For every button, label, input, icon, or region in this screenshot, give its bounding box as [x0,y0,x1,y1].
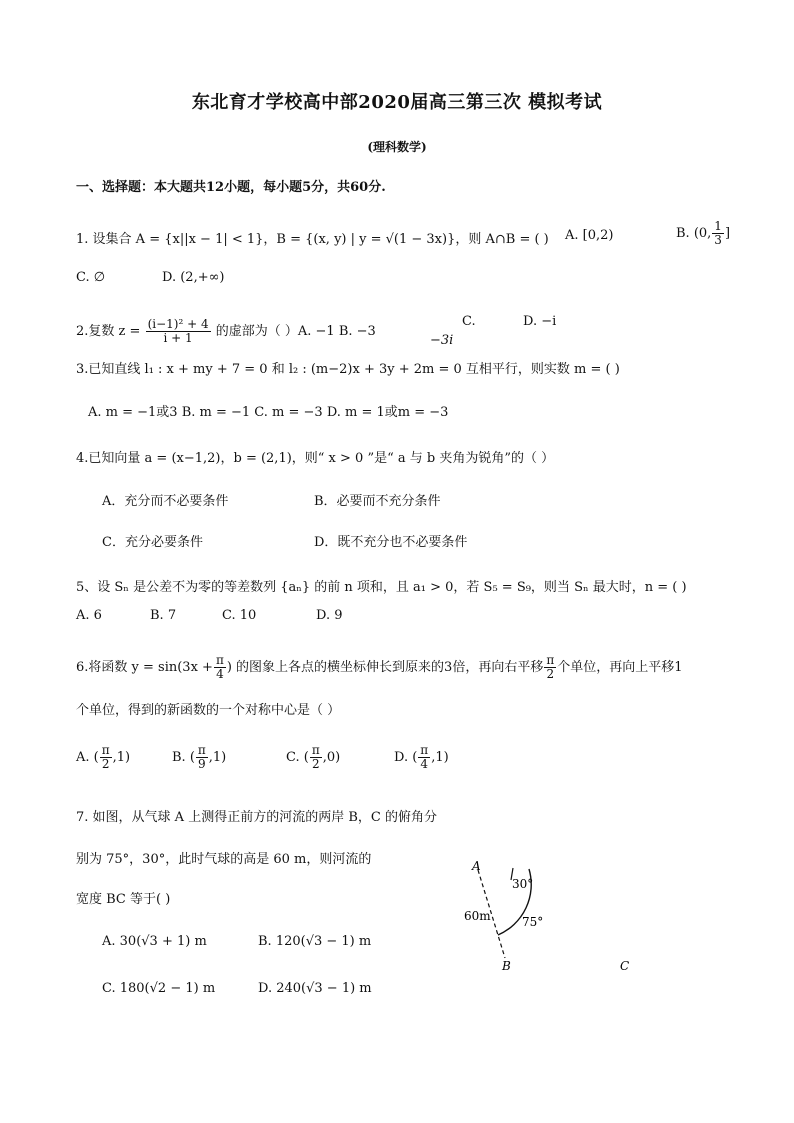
q2-option-d: D. −i [523,314,557,329]
q7-stem-line3: 宽度 BC 等于( ) [76,892,171,907]
q7-figure [450,850,650,980]
figure-label-a: A [472,859,481,873]
figure-label-c: C [620,959,630,973]
q5-option-a: A. 6 [76,608,102,623]
q5-stem: 5、设 Sₙ 是公差不为零的等差数列 {aₙ} 的前 n 项和，且 a₁ > 0，若 S₅ = S₉，则当 Sₙ 最大时，n = ( ) [76,580,687,595]
q6-option-c: C. ( $\frac{\pi}{2}$ ,0) [286,743,341,771]
q5-option-d: D. 9 [316,608,343,623]
q2-stem: 2.复数 z = $\frac{\text{(i−1)² + 4}}{i + 1}$ 的虚部为（ ）A. −1 B. −3 [76,317,376,345]
q7-stem-line2: 别为 75°，30°，此时气球的高是 60 m，则河流的 [76,852,372,867]
q1-stem: 1. 设集合 A = {x||x − 1| < 1}，B = {(x, y) | y = √(1 − 3x)}，则 A∩B = ( ) [76,232,549,247]
q6-option-b: B. ( $\frac{\pi}{9}$ ,1) [172,743,227,771]
section-heading: 一、选择题：本大题共12小题，每小题5分，共60分. [76,180,386,195]
q4-option-a: A．充分而不必要条件 [102,494,229,509]
q6-option-a: A. ( $\frac{\pi}{2}$ ,1) [76,743,131,771]
q7-option-c: C. 180(√2 − 1) m [102,981,216,996]
q5-option-b: B. 7 [150,608,177,623]
q2-option-c: C. [462,314,476,329]
q4-option-b: B．必要而不充分条件 [314,494,441,509]
q1-option-d: D. (2,+∞) [162,270,225,285]
page-title: 东北育才学校高中部2020届高三第三次 模拟考试 [191,92,603,113]
q6-stem-line1: 6.将函数 y = sin(3x + $\frac{\pi}{4}$ ) 的图象上各点的横坐标伸长到原来的3倍，再向右平移 $\frac{\pi}{2}$ 个单位，再向上平移1 [76,653,683,681]
q7-stem-line1: 7. 如图，从气球 A 上测得正前方的河流的两岸 B，C 的俯角分 [76,810,437,825]
q1-option-a: A. [0,2) [565,228,614,243]
q7-option-a: A. 30(√3 + 1) m [102,934,207,949]
q7-option-b: B. 120(√3 − 1) m [258,934,372,949]
subject-subtitle: (理科数学) [367,140,427,154]
q6-stem-line2: 个单位，得到的新函数的一个对称中心是（ ） [76,703,341,718]
q1-option-c: C. ∅ [76,270,106,285]
q4-option-d: D．既不充分也不必要条件 [314,535,468,550]
q5-option-c: C. 10 [222,608,257,623]
figure-label-angle-30: 30° [512,877,534,891]
q6-option-d: D. ( $\frac{\pi}{4}$ ,1) [394,743,449,771]
q3-stem: 3.已知直线 l₁ : x + my + 7 = 0 和 l₂ : (m−2)x + 3y + 2m = 0 互相平行，则实数 m = ( ) [76,362,620,377]
figure-label-height: 60m [464,909,491,923]
q4-option-c: C．充分必要条件 [102,535,203,550]
q4-stem: 4.已知向量 a = (x−1,2)，b = (2,1)，则“ x > 0 ”是“ a 与 b 夹角为锐角”的（ ） [76,451,555,466]
figure-label-angle-75: 75° [522,915,544,929]
q2-option-c-extra: −3i [430,333,454,348]
q1-option-b: B. (0, $\frac{1}{3}$ ] [676,219,731,247]
figure-label-b: B [502,959,511,973]
q7-option-d: D. 240(√3 − 1) m [258,981,372,996]
q3-options: A. m = −1或3 B. m = −1 C. m = −3 D. m = 1或m = −3 [88,405,449,420]
